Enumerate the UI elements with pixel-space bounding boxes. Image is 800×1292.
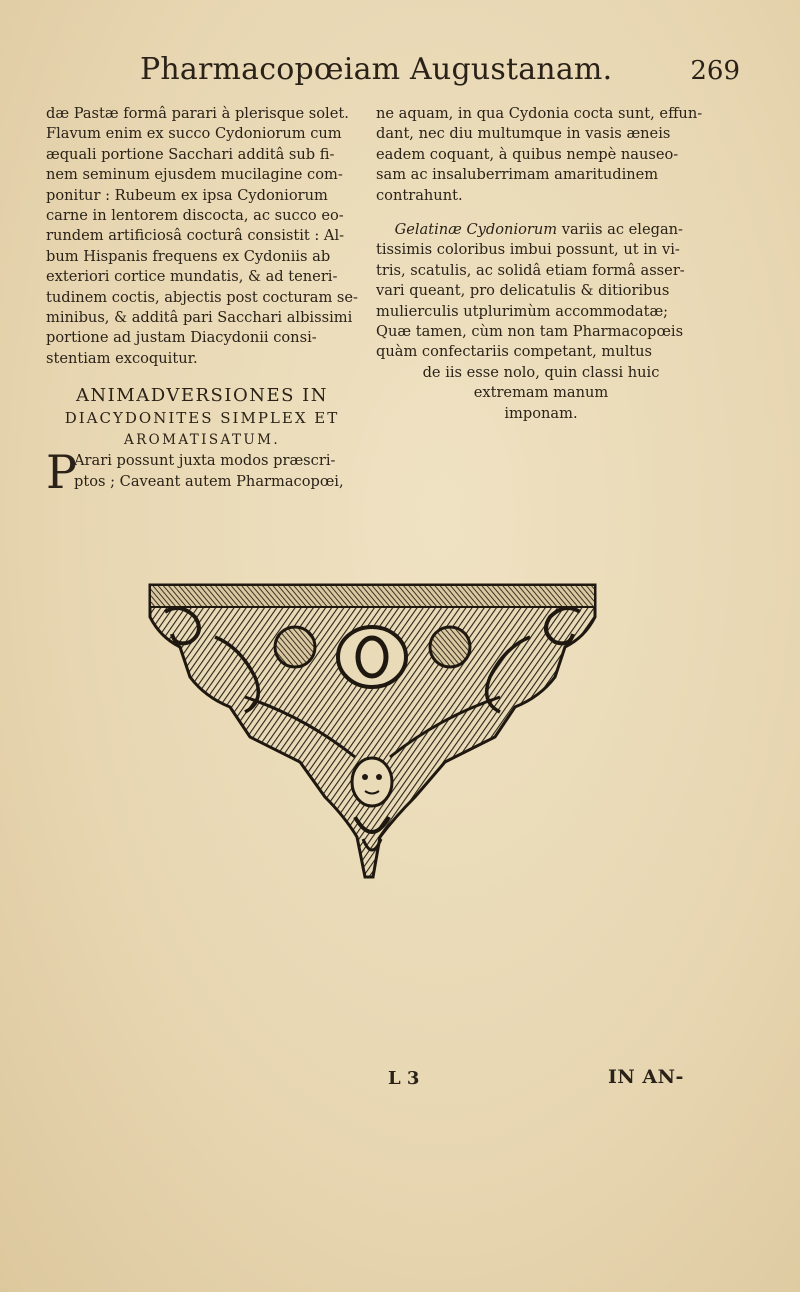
section-heading bbox=[46, 385, 358, 451]
text-line: Arari possunt juxta modos præscri- bbox=[74, 452, 336, 470]
right-column bbox=[376, 104, 706, 424]
text-line: minibus, & additâ pari Sacchari albissimi bbox=[46, 309, 353, 327]
text-line: bum Hispanis frequens ex Cydoniis ab bbox=[46, 247, 331, 265]
text-line: mulierculis utplurimùm accommodatæ; bbox=[376, 302, 669, 320]
right-paragraph-2 bbox=[376, 220, 706, 424]
heading-line-3: AROMATISATUM. bbox=[123, 432, 281, 449]
page-number: 269 bbox=[690, 56, 740, 86]
heading-line-2: DIACYDONITES SIMPLEX ET bbox=[64, 409, 340, 428]
gelatina-rest: variis ac elegan- bbox=[557, 221, 683, 239]
text-line: vari queant, pro delicatulis & ditioribus bbox=[376, 282, 670, 300]
left-column bbox=[46, 104, 358, 500]
text-line: ptos ; Caveant autem Pharmacopœi, bbox=[74, 472, 344, 490]
text-line: carne in lentorem discocta, ac succo eo- bbox=[46, 207, 344, 225]
text-line: exteriori cortice mundatis, & ad teneri- bbox=[46, 268, 338, 286]
gelatina-lead: Gelatinæ Cydoniorum bbox=[394, 221, 558, 239]
text-line: nem seminum ejusdem mucilagine com- bbox=[46, 166, 343, 184]
text-line: Flavum enim ex succo Cydoniorum cum bbox=[46, 125, 342, 143]
text-line: quàm confectariis competant, multus bbox=[376, 343, 653, 361]
text-line: tissimis coloribus imbui possunt, ut in vi- bbox=[376, 241, 680, 259]
catchword: IN AN- bbox=[608, 1066, 684, 1088]
right-paragraph-1 bbox=[376, 104, 706, 206]
text-line: sam ac insaluberrimam amaritudinem bbox=[376, 166, 659, 184]
text-line-centered: imponam. bbox=[504, 404, 578, 422]
text-line: rundem artificiosâ cocturâ consistit : Al- bbox=[46, 227, 345, 245]
text-line: dant, nec diu multumque in vasis æneis bbox=[376, 125, 671, 143]
text-line: ponitur : Rubeum ex ipsa Cydoniorum bbox=[46, 186, 328, 204]
text-line-centered: extremam manum bbox=[473, 384, 609, 402]
paragraph-gap bbox=[376, 206, 706, 220]
running-title: Pharmacopœiam Augustanam. bbox=[140, 52, 613, 87]
text-line: contrahunt. bbox=[376, 186, 463, 204]
text-line: eadem coquant, à quibus nempè nauseo- bbox=[376, 145, 679, 163]
text-line bbox=[376, 220, 706, 240]
signature-mark: L 3 bbox=[388, 1068, 420, 1089]
text-line: tris, scatulis, ac solidâ etiam formâ asser- bbox=[376, 261, 685, 279]
text-line: stentiam excoquitur. bbox=[46, 349, 198, 367]
drop-cap: P bbox=[46, 445, 77, 500]
text-line: æquali portione Sacchari additâ sub fi- bbox=[46, 145, 335, 163]
text-line: tudinem coctis, abjectis post cocturam se- bbox=[46, 288, 358, 306]
left-paragraph-1 bbox=[46, 104, 358, 369]
text-line: ne aquam, in qua Cydonia cocta sunt, effun- bbox=[376, 105, 703, 122]
text-line: Quæ tamen, cùm non tam Pharmacopœis bbox=[376, 323, 684, 341]
page-header bbox=[140, 52, 740, 92]
heading-line-1: ANIMADVERSIONES IN bbox=[75, 385, 329, 407]
woodcut-tailpiece-icon bbox=[145, 577, 600, 887]
text-line: portione ad justam Diacydonii consi- bbox=[46, 329, 317, 347]
text-line-centered: de iis esse nolo, quin classi huic bbox=[422, 363, 660, 381]
text-line: dæ Pastæ formâ parari à plerisque solet. bbox=[46, 105, 349, 122]
left-paragraph-2 bbox=[46, 445, 358, 500]
